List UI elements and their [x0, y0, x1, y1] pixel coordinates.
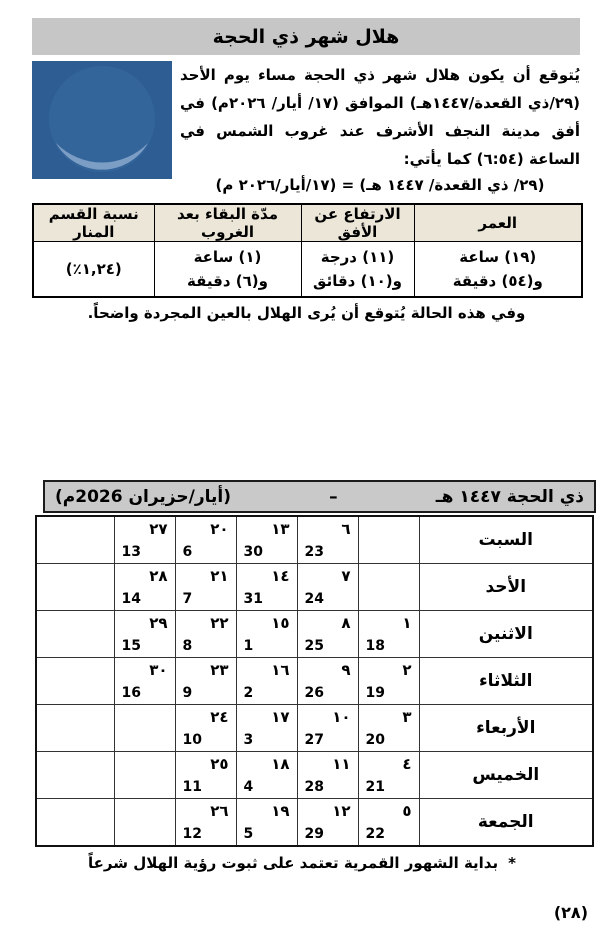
hijri-date: ٢ [402, 661, 412, 679]
calendar-day-name: الأربعاء [419, 705, 593, 752]
hijri-date: ٨ [341, 614, 351, 632]
calendar-date-cell [297, 658, 358, 705]
calendar-date-cell [36, 752, 114, 799]
gregorian-date: 3 [243, 732, 254, 748]
hijri-date: ٣٠ [149, 661, 168, 679]
hijri-date: ١٠ [332, 708, 351, 726]
calendar-date-cell [114, 658, 175, 705]
hijri-date: ٦ [341, 520, 351, 538]
calendar-row [36, 564, 593, 611]
hijri-date: ٢٦ [210, 802, 229, 820]
calendar-title-bar [43, 480, 596, 513]
hijri-date: ٢٢ [210, 614, 229, 632]
value-altitude [301, 242, 414, 298]
hijri-date: ٩ [341, 661, 351, 679]
calendar-date-cell [36, 564, 114, 611]
hijri-date: ٢٨ [149, 567, 168, 585]
calendar-date-cell [358, 564, 419, 611]
gregorian-date: 28 [304, 779, 324, 795]
calendar-date-cell [358, 516, 419, 564]
gregorian-date: 9 [182, 685, 193, 701]
intro-paragraph: يُتوقع أن يكون هلال شهر ذي الحجة مساء يوم الأحد (٢٩/ذي القعدة/١٤٤٧هـ) الموافق (١٧/ أيار/ ٢٠٢٦م) في أفق مدينة النجف الأشرف عند غروب الشمس في الساعة (٦:٥٤) كما يأتي: [180, 66, 581, 168]
gregorian-date: 19 [365, 685, 385, 701]
moon-phase-image [32, 61, 172, 179]
intro-text [180, 61, 580, 194]
calendar-date-cell [114, 516, 175, 564]
calendar-date-cell [297, 564, 358, 611]
hijri-date: ٢٠ [210, 520, 229, 538]
value-altitude-line1: (١١) درجة [320, 248, 395, 266]
calendar-day-name: الأحد [419, 564, 593, 611]
hijri-date: ٣ [402, 708, 412, 726]
calendar-date-cell [358, 658, 419, 705]
value-duration-line2: و(٦) دقيقة [187, 272, 268, 290]
gregorian-date: 14 [121, 591, 141, 607]
calendar-date-cell [36, 516, 114, 564]
calendar-date-cell [236, 611, 297, 658]
gregorian-date: 29 [304, 826, 324, 842]
hijri-date: ٢٧ [149, 520, 168, 538]
calendar-date-cell [236, 752, 297, 799]
gregorian-date: 5 [243, 826, 254, 842]
calendar-date-cell [114, 705, 175, 752]
calendar-table [35, 515, 594, 847]
header-age: العمر [414, 204, 582, 242]
calendar-date-cell [36, 705, 114, 752]
hilal-data-table [32, 203, 583, 298]
calendar-title-gregorian: (أيار/حزيران 2026م) [55, 486, 231, 507]
calendar-date-cell [36, 799, 114, 847]
intro-section [32, 61, 580, 194]
footnote [0, 854, 604, 872]
gregorian-date: 1 [243, 638, 254, 654]
calendar-day-name: الثلاثاء [419, 658, 593, 705]
page-number: (٢٨) [553, 903, 588, 922]
calendar-date-cell [358, 705, 419, 752]
calendar-date-cell [175, 705, 236, 752]
hijri-date: ١٢ [332, 802, 351, 820]
calendar-date-cell [236, 516, 297, 564]
calendar-date-cell [36, 658, 114, 705]
calendar-date-cell [175, 611, 236, 658]
gregorian-date: 2 [243, 685, 254, 701]
gregorian-date: 11 [182, 779, 202, 795]
calendar-date-cell [297, 611, 358, 658]
gregorian-date: 22 [365, 826, 385, 842]
calendar-date-cell [358, 799, 419, 847]
date-equation: (٢٩/ ذي القعدة/ ١٤٤٧ هـ) = (١٧/أيار/٢٠٢٦ م) [215, 176, 545, 194]
calendar-date-cell [236, 799, 297, 847]
calendar-row [36, 658, 593, 705]
gregorian-date: 15 [121, 638, 141, 654]
hijri-date: ٥ [402, 802, 412, 820]
calendar-date-cell [236, 658, 297, 705]
calendar-date-cell [297, 752, 358, 799]
value-age-line1: (١٩) ساعة [459, 248, 537, 266]
calendar-date-cell [297, 799, 358, 847]
calendar-row [36, 705, 593, 752]
calendar-day-name: الخميس [419, 752, 593, 799]
value-age [414, 242, 582, 298]
hijri-date: ٢٣ [210, 661, 229, 679]
value-altitude-line2: و(١٠) دقائق [313, 272, 402, 290]
gregorian-date: 30 [243, 544, 263, 560]
calendar-date-cell [175, 516, 236, 564]
calendar-date-cell [175, 564, 236, 611]
hijri-date: ١٦ [271, 661, 290, 679]
calendar-date-cell [175, 752, 236, 799]
hijri-date: ١١ [332, 755, 351, 773]
gregorian-date: 13 [121, 544, 141, 560]
gregorian-date: 31 [243, 591, 263, 607]
calendar-day-name: السبت [419, 516, 593, 564]
hijri-date: ١٩ [271, 802, 290, 820]
hijri-date: ٢٥ [210, 755, 229, 773]
calendar-row [36, 799, 593, 847]
calendar-title-separator: – [329, 486, 338, 507]
calendar-body [36, 516, 593, 846]
gregorian-date: 23 [304, 544, 324, 560]
calendar-date-cell [358, 611, 419, 658]
hijri-date: ١ [402, 614, 412, 632]
hilal-table-value-row [33, 242, 582, 298]
visibility-note: وفي هذه الحالة يُتوقع أن يُرى الهلال بالعين المجردة واضحاً. [87, 304, 526, 322]
header-altitude: الارتفاع عن الأفق [301, 204, 414, 242]
calendar-date-cell [114, 799, 175, 847]
gregorian-date: 24 [304, 591, 324, 607]
calendar-date-cell [175, 658, 236, 705]
calendar-date-cell [297, 516, 358, 564]
footnote-marker: * [508, 854, 516, 872]
value-duration [154, 242, 301, 298]
value-age-line2: و(٥٤) دقيقة [452, 272, 543, 290]
hijri-date: ٢٤ [210, 708, 229, 726]
header-illumination: نسبة القسم المنار [33, 204, 154, 242]
gregorian-date: 16 [121, 685, 141, 701]
hijri-date: ٧ [341, 567, 351, 585]
hilal-table-header-row [33, 204, 582, 242]
hijri-date: ١٧ [271, 708, 290, 726]
calendar-title-hijri: ذي الحجة ١٤٤٧ هـ [435, 486, 584, 507]
hijri-date: ١٤ [271, 567, 290, 585]
hijri-date: ١٨ [271, 755, 290, 773]
gregorian-date: 18 [365, 638, 385, 654]
hijri-date: ١٥ [271, 614, 290, 632]
calendar-row [36, 752, 593, 799]
gregorian-date: 4 [243, 779, 254, 795]
gregorian-date: 25 [304, 638, 324, 654]
hijri-date: ٢١ [210, 567, 229, 585]
calendar-date-cell [114, 564, 175, 611]
calendar-date-cell [236, 705, 297, 752]
gregorian-date: 21 [365, 779, 385, 795]
calendar-date-cell [236, 564, 297, 611]
gregorian-date: 10 [182, 732, 202, 748]
calendar-date-cell [36, 611, 114, 658]
calendar-date-cell [114, 752, 175, 799]
calendar-date-cell [175, 799, 236, 847]
gregorian-date: 20 [365, 732, 385, 748]
gregorian-date: 8 [182, 638, 193, 654]
calendar-day-name: الجمعة [419, 799, 593, 847]
calendar-row [36, 611, 593, 658]
value-illumination: (١,٢٤٪) [33, 242, 154, 298]
page-title: هلال شهر ذي الحجة [32, 18, 580, 55]
gregorian-date: 12 [182, 826, 202, 842]
calendar-row [36, 516, 593, 564]
gregorian-date: 26 [304, 685, 324, 701]
gregorian-date: 7 [182, 591, 193, 607]
calendar-date-cell [358, 752, 419, 799]
hijri-date: ٤ [402, 755, 412, 773]
hijri-date: ١٣ [271, 520, 290, 538]
header-duration: مدّة البقاء بعد الغروب [154, 204, 301, 242]
calendar-date-cell [297, 705, 358, 752]
calendar-day-name: الاثنين [419, 611, 593, 658]
gregorian-date: 27 [304, 732, 324, 748]
gregorian-date: 6 [182, 544, 193, 560]
hijri-date: ٢٩ [149, 614, 168, 632]
value-duration-line1: (١) ساعة [193, 248, 262, 266]
footnote-text: بداية الشهور القمرية تعتمد على ثبوت رؤية الهلال شرعاً [88, 854, 499, 872]
calendar-date-cell [114, 611, 175, 658]
